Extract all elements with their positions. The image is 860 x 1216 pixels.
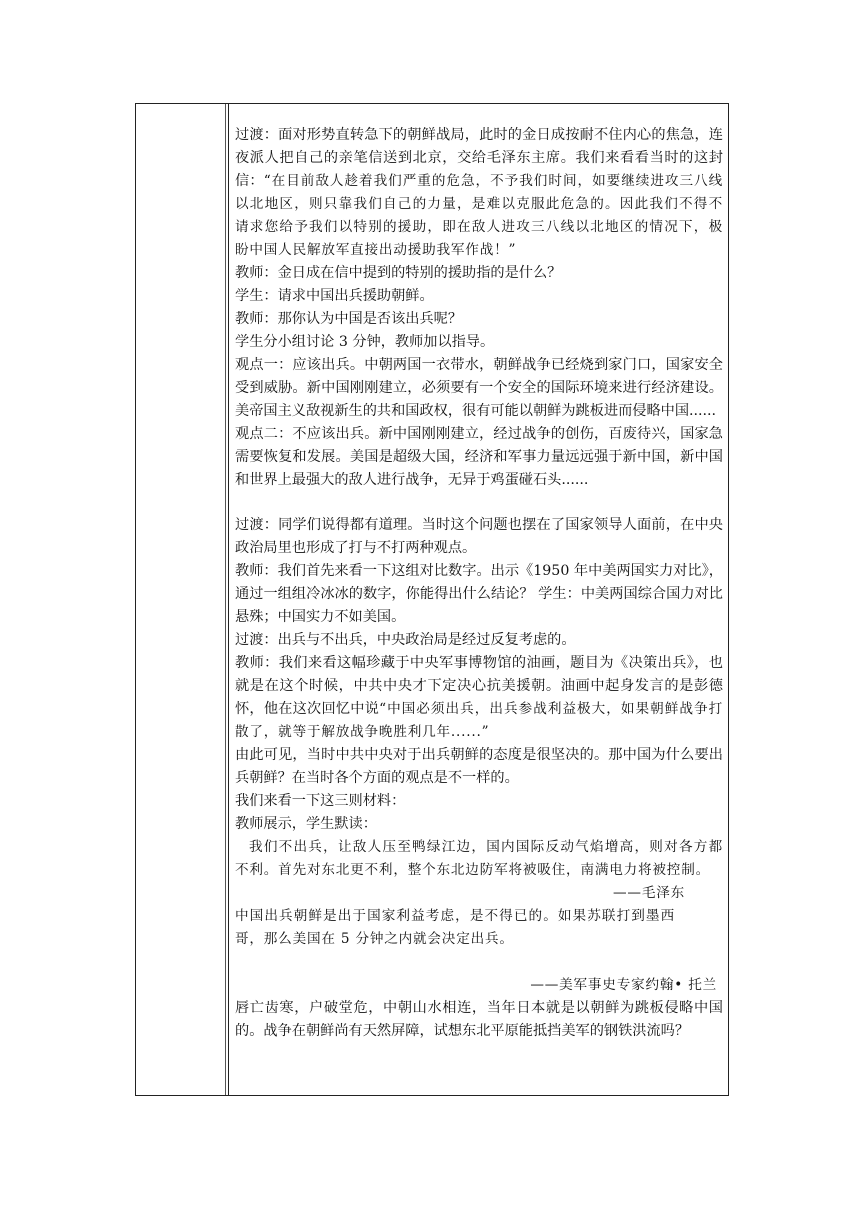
- viewpoint-one: 观点一：应该出兵。中朝两国一衣带水，朝鲜战争已经烧到家门口，国家安全受到威胁。新中国刚刚建立，必须要有一个安全的国际环境来进行经济建设。美帝国主义敌视新生的共和国政权，很有可能以朝鲜为跳板进而侵略中国......: [235, 357, 723, 419]
- group-discussion: 学生分小组讨论 3 分钟，教师加以指导。: [235, 334, 495, 350]
- column-divider-inner: [225, 104, 226, 1095]
- lesson-content: [235, 124, 723, 1043]
- peng-quote: “中国必须出兵，出兵参战利益极大，如果朝鲜战争打散了，就等于解放战争晚胜利几年......”: [235, 701, 723, 740]
- teacher-display: 教师展示，学生默读：: [235, 816, 377, 832]
- text-painting: 教师：我们来看这幅珍藏于中央军事博物馆的油画，题目为《决策出兵》，也就是在这个时候，中共中央才下定决心抗美援朝。油画中起身发言的是彭德怀，他在这次回忆中说: [235, 655, 723, 717]
- teacher-painting: [235, 652, 723, 744]
- kim-letter-quote: “在目前敌人趁着我们严重的危急，不予我们时间，如要继续进攻三八线以北地区，则只靠我们自己的力量，是难以克服此危急的。因此我们不得不请求您给予我们以特别的援助，即在敌人进攻三八线以北地区的情况下，极盼中国人民解放军直接出动援助我军作战！”: [235, 173, 723, 258]
- column-divider: [228, 104, 229, 1095]
- transition-paragraph-1: [235, 124, 723, 262]
- teacher-question-2: 教师：那你认为中国是否该出兵呢？: [235, 311, 463, 327]
- teacher-question-1: 教师：金日成在信中提到的特别的援助指的是什么？: [235, 265, 562, 281]
- teacher-comparison: 教师：我们首先来看一下这组对比数字。出示《1950 年中美两国实力对比》，通过一组组冷冰冰的数字，你能得出什么结论？ 学生：中美两国综合国力对比悬殊；中国实力不如美国。: [235, 563, 723, 625]
- materials-intro: 我们来看一下这三则材料：: [235, 793, 406, 809]
- mao-quote: 我们不出兵，让敌人压至鸭绿江边，国内国际反动气焰增高，则对各方都不利。首先对东北更不利，整个东北边防军将被吸住，南满电力将被控制。: [235, 839, 723, 878]
- text-transition-1: 过渡：面对形势直转急下的朝鲜战局，此时的金日成按耐不住内心的焦急，连夜派人把自己的亲笔信送到北京，交给毛泽东主席。我们来看看当时的这封信：: [235, 127, 723, 189]
- conclusion-paragraph: 由此可见，当时中共中央对于出兵朝鲜的态度是很坚决的。那中国为什么要出兵朝鲜？在当时各个方面的观点是不一样的。: [235, 747, 723, 786]
- blank-line: [235, 492, 723, 514]
- toland-signature: ——美军事史专家约翰• 托兰: [530, 977, 717, 993]
- third-material: 唇亡齿寒，户破堂危，中朝山水相连，当年日本就是以朝鲜为跳板侵略中国的。战争在朝鲜尚有天然屏障，试想东北平原能抵挡美军的钢铁洪流吗？: [235, 1000, 723, 1039]
- toland-quote: 中国出兵朝鲜是出于国家利益考虑，是不得已的。如果苏联打到墨西哥，那么美国在 5 分钟之内就会决定出兵。: [235, 908, 675, 947]
- transition-paragraph-2: 过渡：同学们说得都有道理。当时这个问题也摆在了国家领导人面前，在中央政治局里也形成了打与不打两种观点。: [235, 517, 723, 556]
- student-answer-1: 学生：请求中国出兵援助朝鲜。: [235, 288, 434, 304]
- transition-paragraph-3: 过渡：出兵与不出兵，中央政治局是经过反复考虑的。: [235, 632, 576, 648]
- mao-signature: ——毛泽东: [613, 885, 685, 901]
- viewpoint-two: 观点二：不应该出兵。新中国刚刚建立，经过战争的创伤，百废待兴，国家急需要恢复和发展。美国是超级大国，经济和军事力量远远强于新中国，新中国和世界上最强大的敌人进行战争，无异于鸡蛋碰石头......: [235, 426, 723, 488]
